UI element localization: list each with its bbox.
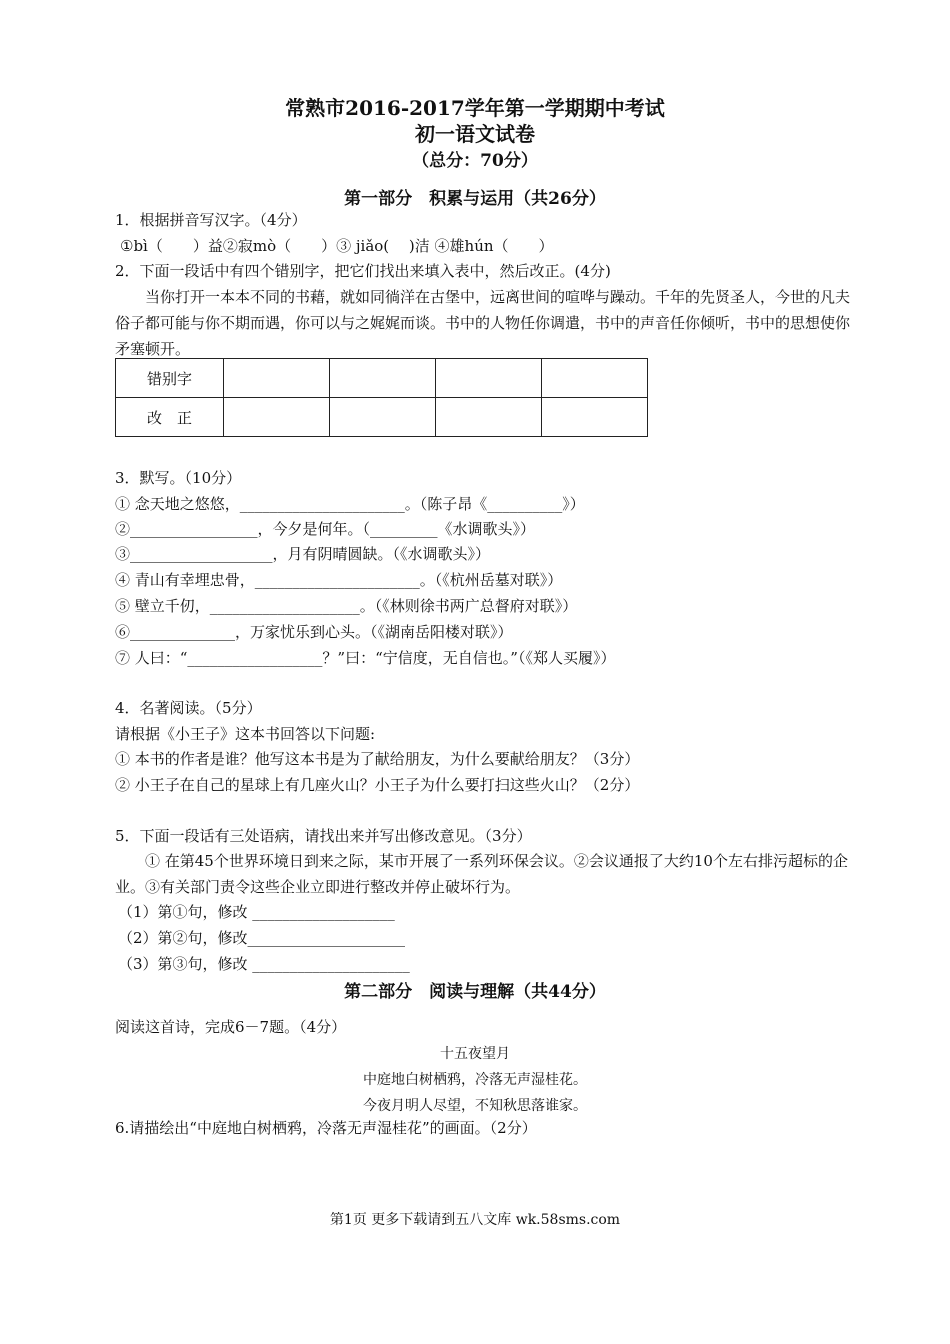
table-row (116, 398, 648, 437)
exam-title: 常熟市2016-2017学年第一学期期中考试 (285, 96, 665, 120)
q4-stem: 4．名著阅读。（5分） (115, 699, 262, 717)
exam-subject: 初一语文试卷 (415, 122, 535, 146)
q5-item: （3）第③句，修改 _____________________ (118, 955, 410, 973)
q3-line: ⑥______________，万家忧乐到心头。（《湖南岳阳楼对联》） (115, 623, 513, 641)
q3-line: ②_________________，今夕是何年。（_________《水调歌头》） (115, 520, 536, 538)
q3-line: ⑤ 壁立千仞，____________________。（《林则徐书两广总督府对联》） (115, 597, 578, 615)
row-label-correct: 改 正 (116, 398, 224, 437)
q3-line: ⑦ 人曰：“__________________？”曰：“宁信度，无自信也。”（《郑人买履》） (115, 649, 616, 667)
q5-item: （1）第①句，修改 ___________________ (118, 903, 395, 921)
answer-cell[interactable] (436, 398, 542, 437)
part2-heading: 第二部分 阅读与理解（共44分） (344, 982, 606, 1002)
q4-item: ② 小王子在自己的星球上有几座火山？小王子为什么要打扫这些火山？（2分） (115, 776, 640, 794)
page-footer: 第1页 更多下载请到五八文库 wk.58sms.com (329, 1212, 621, 1228)
total-score: （总分：70分） (412, 151, 538, 171)
answer-cell[interactable] (436, 359, 542, 398)
answer-cell[interactable] (542, 398, 648, 437)
correction-table (115, 358, 648, 437)
q5-passage: ① 在第45个世界环境日到来之际，某市开展了一系列环保会议。②会议通报了大约10个左右排污超标的企业。③有关部门责令这些企业立即进行整改并停止破坏行为。 (115, 852, 848, 896)
q2-passage: 当你打开一本本不同的书藉，就如同徜洋在古堡中，远离世间的喧哗与躁动。千年的先贤圣人，今世的凡夫俗子都可能与你不期而遇，你可以与之娓娓而谈。书中的人物任你调遣，书中的声音任你倾听，书中的思想使你矛塞顿开。 (115, 288, 851, 358)
q4-intro: 请根据《小王子》这本书回答以下问题: (115, 725, 376, 743)
q5-stem: 5．下面一段话有三处语病，请找出来并写出修改意见。（3分） (115, 827, 532, 845)
answer-cell[interactable] (224, 359, 330, 398)
part1-heading: 第一部分 积累与运用（共26分） (344, 189, 606, 209)
q3-line: ④ 青山有幸埋忠骨，______________________。（《杭州岳墓对联》） (115, 571, 563, 589)
answer-cell[interactable] (224, 398, 330, 437)
poem-title: 十五夜望月 (440, 1046, 510, 1062)
answer-cell[interactable] (542, 359, 648, 398)
poem-line: 中庭地白树栖鸦，冷落无声湿桂花。 (363, 1072, 587, 1088)
q2-stem: 2．下面一段话中有四个错别字，把它们找出来填入表中，然后改正。(4分) (115, 262, 611, 280)
table-row (116, 359, 648, 398)
row-label-wrong: 错别字 (116, 359, 224, 398)
q3-line: ① 念天地之悠悠，______________________。（陈子昂《__________》） (115, 495, 585, 513)
q5-item: （2）第②句，修改_____________________ (118, 929, 406, 947)
answer-cell[interactable] (330, 359, 436, 398)
q1-stem: 1．根据拼音写汉字。（4分） (115, 211, 307, 229)
q3-stem: 3．默写。（10分） (115, 469, 242, 487)
answer-cell[interactable] (330, 398, 436, 437)
q1-items: ①bì（ ）益②寂mò（ ）③ jiǎo( )洁 ④雄hún（ ） (120, 237, 554, 255)
q6-stem: 6.请描绘出“中庭地白树栖鸦，冷落无声湿桂花”的画面。（2分） (115, 1119, 537, 1137)
poem-intro: 阅读这首诗，完成6－7题。（4分） (115, 1018, 347, 1036)
poem-line: 今夜月明人尽望，不知秋思落谁家。 (363, 1098, 587, 1114)
q4-item: ① 本书的作者是谁？他写这本书是为了献给朋友，为什么要献给朋友？（3分） (115, 750, 640, 768)
q3-line: ③___________________，月有阴晴圆缺。（《水调歌头》） (115, 545, 491, 563)
